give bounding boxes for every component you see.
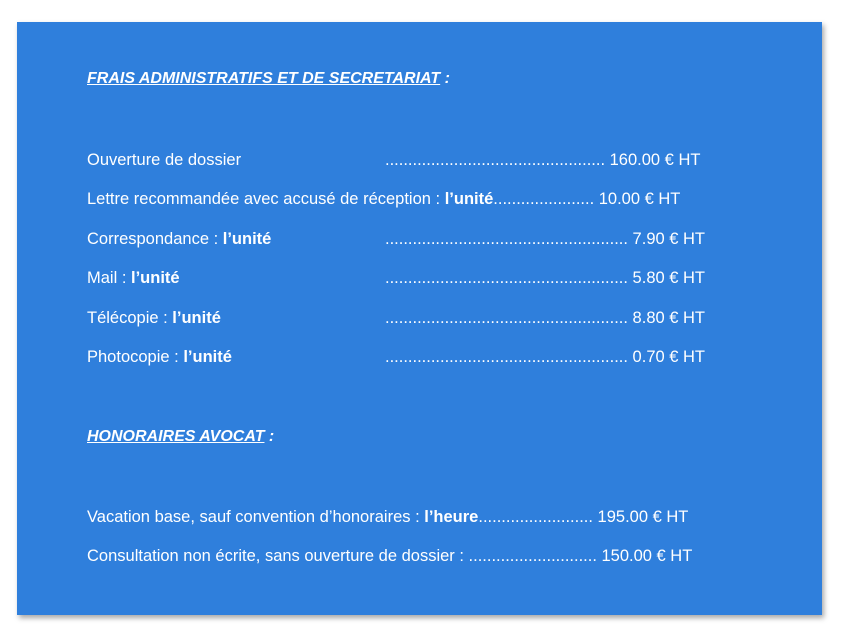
admin-item-opening bbox=[87, 150, 241, 170]
item-price: 0.70 € HT bbox=[627, 348, 706, 366]
item-price: 7.90 € HT bbox=[627, 230, 706, 248]
admin-section-title: FRAIS ADMINISTRATIFS ET DE SECRETARIAT bbox=[87, 70, 441, 87]
item-price: 5.80 € HT bbox=[627, 269, 706, 287]
admin-item-opening-price bbox=[385, 150, 700, 170]
item-label: Consultation non écrite, sans ouverture de dossier : bbox=[87, 547, 469, 565]
item-label: Vacation base, sauf convention d’honoraires : bbox=[87, 508, 425, 526]
item-label: Correspondance : bbox=[87, 230, 223, 248]
fee-item-hourly bbox=[87, 507, 688, 527]
admin-section-suffix: : bbox=[440, 70, 450, 87]
admin-item-mail bbox=[87, 268, 180, 288]
admin-item-fax-price bbox=[385, 308, 705, 328]
item-leader: ..................................................... bbox=[385, 348, 628, 366]
item-price: 150.00 € HT bbox=[596, 547, 693, 565]
item-price: 160.00 € HT bbox=[605, 151, 701, 169]
item-unit: l’unité bbox=[183, 348, 232, 366]
item-leader: ......................... bbox=[478, 508, 593, 526]
admin-item-fax bbox=[87, 308, 221, 328]
fees-section-title: HONORAIRES AVOCAT bbox=[87, 428, 265, 445]
item-leader: ..................................................... bbox=[385, 309, 628, 327]
admin-item-photocopy-price bbox=[385, 347, 705, 367]
fee-item-consultation bbox=[87, 546, 692, 566]
fees-section-heading bbox=[87, 427, 274, 447]
item-unit: l’unité bbox=[172, 309, 221, 327]
item-price: 195.00 € HT bbox=[592, 508, 689, 526]
item-unit: l’unité bbox=[444, 190, 494, 208]
item-price: 8.80 € HT bbox=[627, 309, 706, 327]
item-leader: ..................................................... bbox=[385, 269, 628, 287]
item-leader: ............................ bbox=[468, 547, 597, 565]
fees-section-suffix: : bbox=[264, 428, 275, 445]
item-unit: l’heure bbox=[424, 508, 479, 526]
admin-item-correspondence-price bbox=[385, 229, 705, 249]
item-label: Ouverture de dossier bbox=[87, 151, 242, 169]
price-list-panel bbox=[17, 22, 822, 615]
item-unit: l’unité bbox=[222, 230, 272, 248]
item-unit: l’unité bbox=[131, 269, 180, 287]
item-label: Photocopie : bbox=[87, 348, 184, 366]
admin-item-photocopy bbox=[87, 347, 232, 367]
item-leader: ..................................................... bbox=[385, 230, 628, 248]
item-leader: ...................... bbox=[493, 190, 595, 208]
admin-section-heading bbox=[87, 69, 450, 89]
item-label: Lettre recommandée avec accusé de réception : bbox=[87, 190, 445, 208]
item-label: Télécopie : bbox=[87, 309, 173, 327]
item-label: Mail : bbox=[87, 269, 132, 287]
item-leader: ................................................ bbox=[385, 151, 606, 169]
admin-item-registered-letter bbox=[87, 189, 680, 209]
admin-item-mail-price bbox=[385, 268, 705, 288]
admin-item-correspondence bbox=[87, 229, 271, 249]
item-price: 10.00 € HT bbox=[594, 190, 681, 208]
